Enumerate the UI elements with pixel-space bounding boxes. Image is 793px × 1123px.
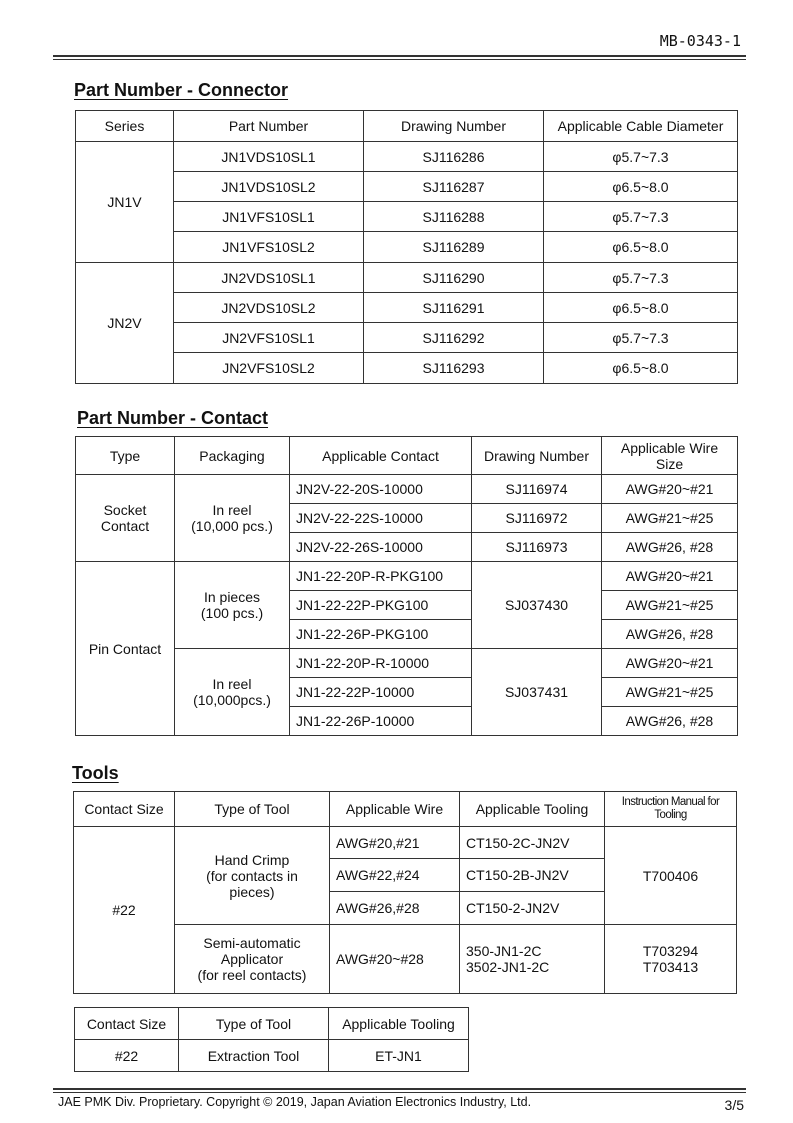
cable-diameter: φ5.7~7.3	[544, 323, 738, 353]
applicable-wire: AWG#20~#28	[330, 925, 460, 994]
drawing-number: SJ037430	[472, 562, 602, 649]
drawing-number: SJ116292	[364, 323, 544, 353]
page-number: 3/5	[724, 1097, 744, 1113]
footer-copyright: JAE PMK Div. Proprietary. Copyright © 2019, Japan Aviation Electronics Industry, Ltd.	[58, 1095, 532, 1109]
applicable-tooling: ET-JN1	[329, 1040, 469, 1072]
cable-diameter: φ6.5~8.0	[544, 353, 738, 384]
contact-table	[75, 436, 738, 736]
tool-type: Hand Crimp (for contacts in pieces)	[175, 827, 330, 925]
series-cell: JN2V	[76, 263, 174, 384]
tools-section-title: Tools	[72, 763, 119, 783]
applicable-tooling: CT150-2-JN2V	[460, 892, 605, 925]
tool-type: Semi-automatic Applicator (for reel contacts)	[175, 925, 330, 994]
packaging: In reel (10,000pcs.)	[175, 649, 290, 736]
drawing-number: SJ116293	[364, 353, 544, 384]
col-header: Applicable Tooling	[329, 1008, 469, 1040]
cable-diameter: φ5.7~7.3	[544, 263, 738, 293]
cable-diameter: φ6.5~8.0	[544, 172, 738, 202]
wire-size: AWG#20~#21	[602, 649, 738, 678]
col-header: Type	[76, 437, 175, 475]
extraction-table	[74, 1007, 469, 1072]
packaging: In pieces (100 pcs.)	[175, 562, 290, 649]
drawing-number: SJ116291	[364, 293, 544, 323]
col-header: Type of Tool	[175, 792, 330, 827]
part-number: JN2VFS10SL1	[174, 323, 364, 353]
footer-rule-thin	[53, 1092, 746, 1093]
applicable-wire: AWG#26,#28	[330, 892, 460, 925]
col-header: Applicable Wire	[330, 792, 460, 827]
col-header: Drawing Number	[364, 111, 544, 142]
series-cell: JN1V	[76, 142, 174, 263]
drawing-number: SJ116290	[364, 263, 544, 293]
col-header: Packaging	[175, 437, 290, 475]
contact-part: JN2V-22-22S-10000	[290, 504, 472, 533]
header-rule	[53, 55, 746, 57]
wire-size: AWG#21~#25	[602, 678, 738, 707]
part-number: JN2VDS10SL2	[174, 293, 364, 323]
connector-section-title: Part Number - Connector	[74, 80, 289, 100]
document-number: MB-0343-1	[659, 32, 741, 50]
col-header: Applicable Cable Diameter	[544, 111, 738, 142]
contact-part: JN2V-22-26S-10000	[290, 533, 472, 562]
instruction-manual: T703294 T703413	[605, 925, 737, 994]
drawing-number: SJ116973	[472, 533, 602, 562]
contact-part: JN1-22-26P-PKG100	[290, 620, 472, 649]
col-header: Part Number	[174, 111, 364, 142]
tools-table	[73, 791, 737, 994]
applicable-tooling: CT150-2C-JN2V	[460, 827, 605, 859]
drawing-number: SJ116972	[472, 504, 602, 533]
cable-diameter: φ6.5~8.0	[544, 232, 738, 263]
part-number: JN2VFS10SL2	[174, 353, 364, 384]
wire-size: AWG#21~#25	[602, 591, 738, 620]
connector-table	[75, 110, 738, 384]
col-header: Instruction Manual for Tooling	[605, 792, 737, 827]
contact-part: JN1-22-20P-R-PKG100	[290, 562, 472, 591]
tool-type: Extraction Tool	[179, 1040, 329, 1072]
col-header: Contact Size	[74, 792, 175, 827]
contact-type: Pin Contact	[76, 562, 175, 736]
wire-size: AWG#26, #28	[602, 707, 738, 736]
contact-part: JN1-22-26P-10000	[290, 707, 472, 736]
contact-part: JN1-22-22P-PKG100	[290, 591, 472, 620]
wire-size: AWG#20~#21	[602, 562, 738, 591]
cable-diameter: φ6.5~8.0	[544, 293, 738, 323]
footer-rule	[53, 1088, 746, 1090]
drawing-number: SJ116289	[364, 232, 544, 263]
contact-section-title: Part Number - Contact	[77, 408, 269, 428]
wire-size: AWG#20~#21	[602, 475, 738, 504]
part-number: JN1VFS10SL1	[174, 202, 364, 232]
drawing-number: SJ116287	[364, 172, 544, 202]
col-header: Contact Size	[75, 1008, 179, 1040]
col-header: Applicable Tooling	[460, 792, 605, 827]
contact-part: JN1-22-20P-R-10000	[290, 649, 472, 678]
applicable-wire: AWG#22,#24	[330, 859, 460, 892]
wire-size: AWG#26, #28	[602, 620, 738, 649]
part-number: JN2VDS10SL1	[174, 263, 364, 293]
contact-type: Socket Contact	[76, 475, 175, 562]
cable-diameter: φ5.7~7.3	[544, 202, 738, 232]
instruction-manual: T700406	[605, 827, 737, 925]
col-header: Series	[76, 111, 174, 142]
drawing-number: SJ037431	[472, 649, 602, 736]
applicable-tooling: 350-JN1-2C 3502-JN1-2C	[460, 925, 605, 994]
drawing-number: SJ116974	[472, 475, 602, 504]
col-header: Applicable Wire Size	[602, 437, 738, 475]
drawing-number: SJ116288	[364, 202, 544, 232]
part-number: JN1VDS10SL2	[174, 172, 364, 202]
col-header: Drawing Number	[472, 437, 602, 475]
wire-size: AWG#21~#25	[602, 504, 738, 533]
contact-size: #22	[75, 1040, 179, 1072]
applicable-wire: AWG#20,#21	[330, 827, 460, 859]
packaging: In reel (10,000 pcs.)	[175, 475, 290, 562]
part-number: JN1VFS10SL2	[174, 232, 364, 263]
wire-size: AWG#26, #28	[602, 533, 738, 562]
col-header: Applicable Contact	[290, 437, 472, 475]
part-number: JN1VDS10SL1	[174, 142, 364, 172]
applicable-tooling: CT150-2B-JN2V	[460, 859, 605, 892]
cable-diameter: φ5.7~7.3	[544, 142, 738, 172]
contact-part: JN2V-22-20S-10000	[290, 475, 472, 504]
contact-part: JN1-22-22P-10000	[290, 678, 472, 707]
header-rule-thin	[53, 59, 746, 60]
contact-size: #22	[74, 827, 175, 994]
drawing-number: SJ116286	[364, 142, 544, 172]
col-header: Type of Tool	[179, 1008, 329, 1040]
